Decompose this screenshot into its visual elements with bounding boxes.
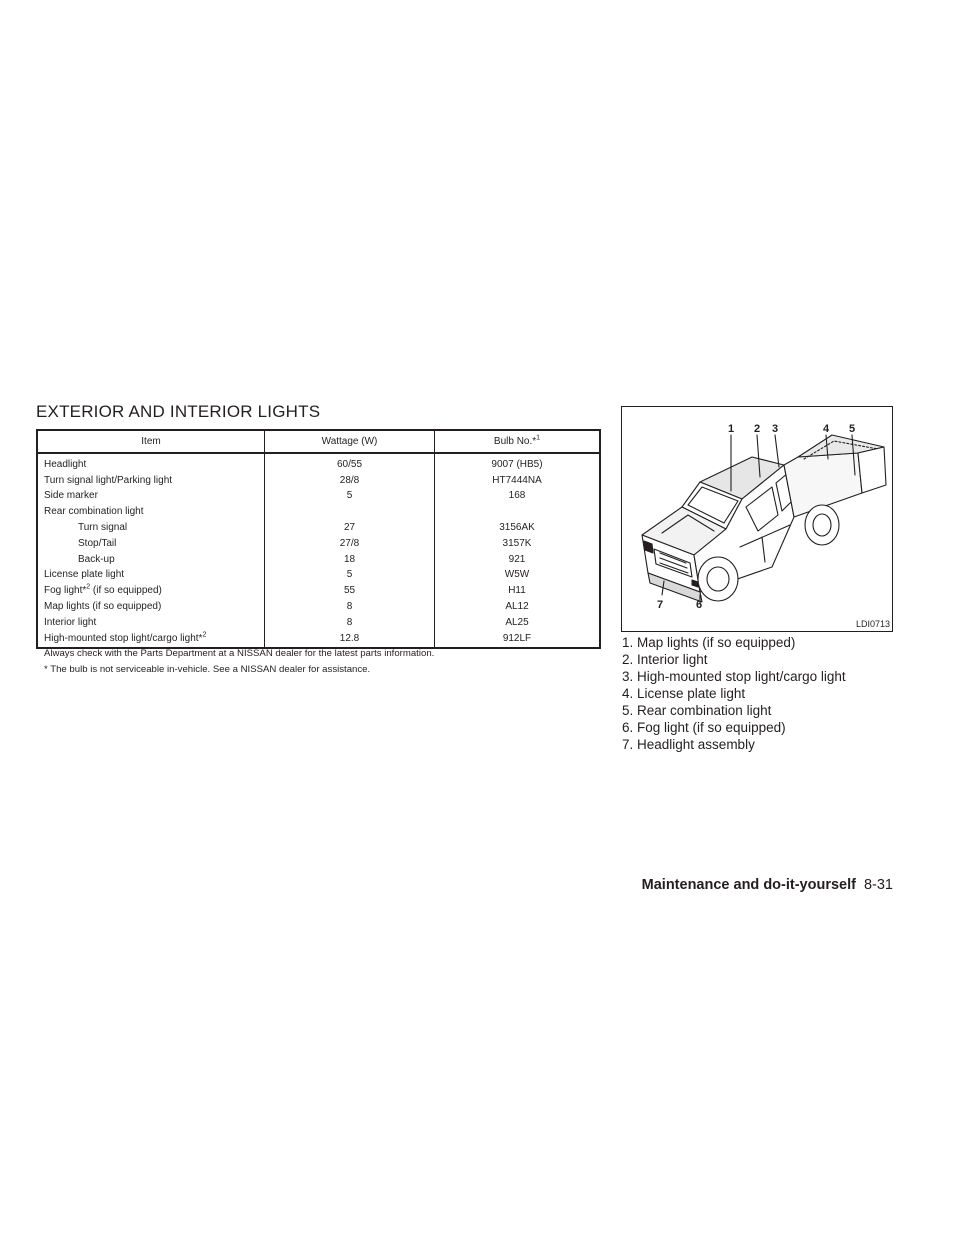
row-bulb-no: 3156AK	[435, 520, 601, 536]
row-bulb-no: H11	[435, 583, 601, 599]
row-item: Interior light	[37, 615, 265, 631]
row-wattage: 55	[265, 583, 435, 599]
footnote-marker: 2	[202, 631, 207, 639]
row-wattage: 12.8	[265, 631, 435, 648]
row-wattage	[265, 504, 435, 520]
table-row	[37, 599, 600, 615]
legend-item: 6. Fog light (if so equipped)	[622, 720, 786, 735]
row-bulb-no	[435, 504, 601, 520]
row-item: Fog light*	[44, 585, 87, 597]
row-item: Side marker	[37, 489, 265, 505]
callout-4: 4	[823, 423, 830, 435]
table-row	[37, 453, 600, 473]
header-bulb-no	[435, 430, 601, 453]
footnote-marker: 2	[86, 583, 91, 591]
table-row	[37, 552, 600, 568]
row-wattage: 60/55	[265, 453, 435, 473]
legend-item: 7. Headlight assembly	[622, 737, 755, 752]
callout-6: 6	[696, 599, 703, 611]
figure-code: LDI0713	[855, 619, 890, 629]
legend-item: 1. Map lights (if so equipped)	[622, 635, 796, 650]
table-row	[37, 631, 600, 648]
row-item: High-mounted stop light/cargo light*	[44, 632, 203, 644]
row-wattage: 18	[265, 552, 435, 568]
callout-5: 5	[849, 423, 856, 435]
truck-drawing	[622, 407, 893, 632]
row-bulb-no: 3157K	[435, 536, 601, 552]
row-item: Headlight	[37, 453, 265, 473]
row-item-cell	[37, 583, 265, 599]
row-item: Rear combination light	[37, 504, 265, 520]
row-bulb-no: 912LF	[435, 631, 601, 648]
callout-2: 2	[754, 423, 761, 435]
truck-lights-illustration	[621, 406, 893, 632]
legend-item: 3. High-mounted stop light/cargo light	[622, 669, 846, 684]
table-row	[37, 583, 600, 599]
row-bulb-no: 921	[435, 552, 601, 568]
row-item-suffix: (if so equipped)	[90, 585, 162, 597]
table-row	[37, 473, 600, 489]
row-bulb-no: W5W	[435, 568, 601, 584]
callout-7: 7	[657, 599, 664, 611]
footer-section-title: Maintenance and do-it-yourself	[641, 877, 856, 893]
row-wattage: 8	[265, 615, 435, 631]
table-row	[37, 489, 600, 505]
legend-item: 4. License plate light	[622, 686, 746, 701]
callout-3: 3	[772, 423, 779, 435]
row-wattage: 5	[265, 489, 435, 505]
row-item: Back-up	[37, 552, 265, 568]
page-number: 8-31	[863, 877, 893, 893]
table-row	[37, 504, 600, 520]
row-bulb-no: 9007 (HB5)	[435, 453, 601, 473]
row-item: Turn signal	[37, 520, 265, 536]
row-wattage: 28/8	[265, 473, 435, 489]
row-wattage: 5	[265, 568, 435, 584]
row-bulb-no: 168	[435, 489, 601, 505]
row-wattage: 8	[265, 599, 435, 615]
table-row	[37, 568, 600, 584]
table-row	[37, 536, 600, 552]
row-item: Turn signal light/Parking light	[37, 473, 265, 489]
table-row	[37, 615, 600, 631]
section-title: EXTERIOR AND INTERIOR LIGHTS	[36, 402, 321, 421]
row-bulb-no: AL12	[435, 599, 601, 615]
row-item: Stop/Tail	[37, 536, 265, 552]
legend-item: 2. Interior light	[622, 652, 708, 667]
row-wattage: 27	[265, 520, 435, 536]
table-header-row	[37, 430, 600, 453]
header-item: Item	[37, 430, 265, 453]
figure-legend	[622, 634, 846, 753]
row-bulb-no: AL25	[435, 615, 601, 631]
table-row	[37, 520, 600, 536]
header-bulb-no-label: Bulb No.*	[493, 436, 537, 447]
row-item-cell	[37, 631, 265, 648]
row-item: Map lights (if so equipped)	[37, 599, 265, 615]
header-wattage: Wattage (W)	[265, 430, 435, 453]
row-bulb-no: HT7444NA	[435, 473, 601, 489]
bulb-spec-table	[36, 429, 601, 649]
callout-1: 1	[728, 423, 735, 435]
row-item: License plate light	[37, 568, 265, 584]
table-note-parts: Always check with the Parts Department at a NISSAN dealer for the latest parts information.	[44, 648, 435, 659]
legend-item: 5. Rear combination light	[622, 703, 772, 718]
row-wattage: 27/8	[265, 536, 435, 552]
page-footer	[642, 877, 893, 893]
footnote-marker: 1	[536, 434, 541, 442]
table-note-serviceable: * The bulb is not serviceable in-vehicle. See a NISSAN dealer for assistance.	[44, 664, 371, 675]
